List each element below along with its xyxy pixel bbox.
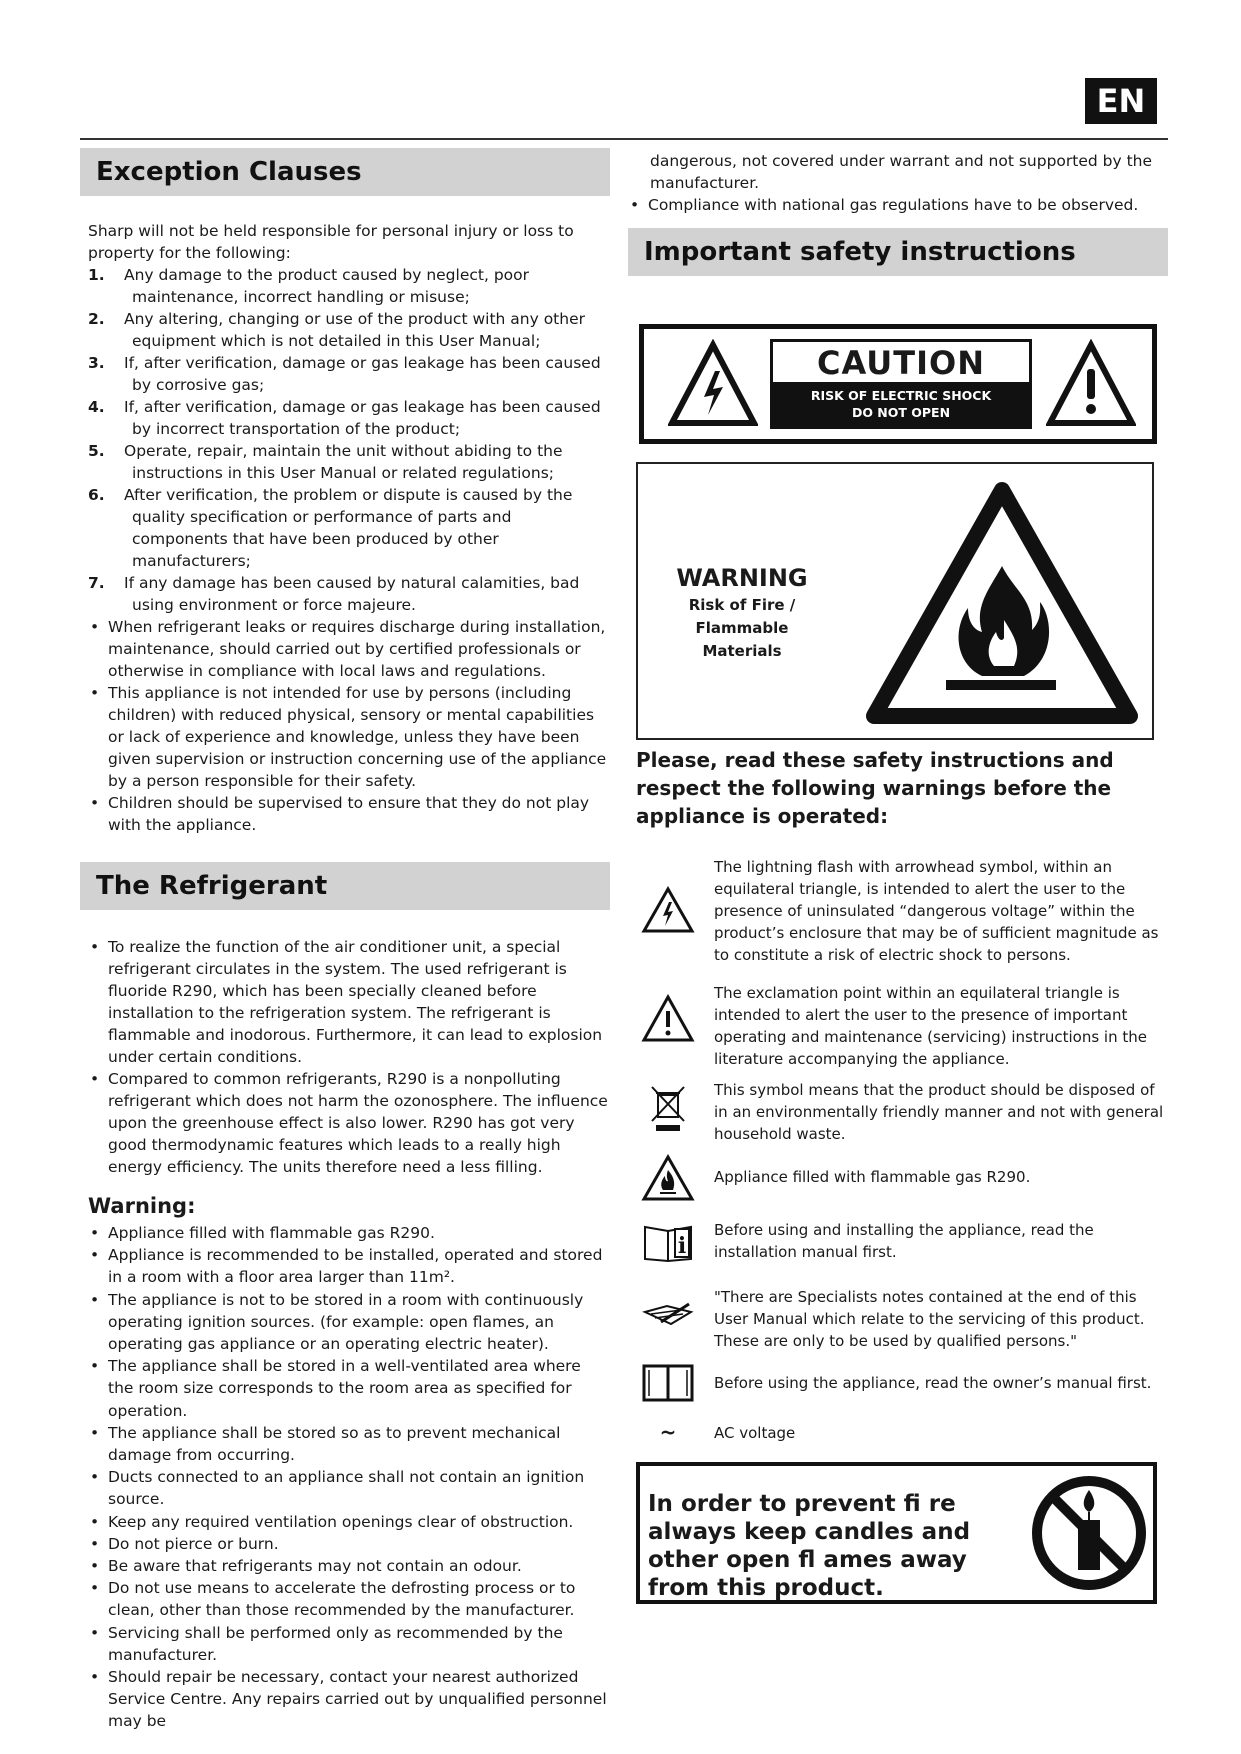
list-item	[88, 352, 610, 396]
list-item	[88, 1355, 610, 1422]
caution-panel	[770, 339, 1032, 429]
list-item-text: • Compliance with national gas regulations have to be observed.	[648, 196, 1139, 214]
symbol-description: "There are Specialists notes contained at the end of this User Manual which relate to the servicing of this product. These are only to be used by qualified persons."	[714, 1288, 1145, 1350]
list-item	[88, 484, 610, 572]
list-item-text: • Keep any required ventilation openings clear of obstruction.	[108, 1512, 574, 1531]
symbol-description: Before using the appliance, read the owner’s manual first.	[714, 1374, 1152, 1392]
list-item-number: 7.	[88, 574, 105, 592]
list-item-number: 4.	[88, 398, 105, 416]
caution-line-2: DO NOT OPEN	[851, 405, 951, 420]
list-item	[88, 396, 610, 440]
list-item-text: If, after verification, damage or gas leakage has been caused by corrosive gas;	[124, 354, 601, 394]
list-item-text: • This appliance is not intended for use by persons (including children) with reduced physical, sensory or mental capabilities or lack of experience and knowledge, unless they have been given supervision or instruction concerning use of the appliance by a person responsible for their safety.	[108, 684, 607, 790]
list-item-text: • Compared to common refrigerants, R290 is a nonpolluting refrigerant which does not harm the ozonosphere. The influence upon the greenhouse effect is also lower. R290 has got very good thermodynamic features which leads to a really high energy efficiency. The units therefore need a less filling.	[108, 1070, 608, 1176]
list-item-text: • The appliance is not to be stored in a room with continuously operating ignition sources. (for example: open flames, an operating gas appliance or an operating electric heater).	[108, 1290, 584, 1354]
list-item	[88, 440, 610, 484]
list-item-text: • When refrigerant leaks or requires discharge during installation, maintenance, should carried out by certified professionals or otherwise in compliance with local laws and regulations.	[108, 618, 606, 680]
exception-bullet-list	[80, 616, 610, 836]
symbol-description: Before using and installing the appliance, read the installation manual first.	[714, 1221, 1094, 1261]
list-item-text: • Should repair be necessary, contact your nearest authorized Service Centre. Any repairs carried out by unqualified personnel may be	[108, 1668, 607, 1731]
list-item-number: 2.	[88, 310, 105, 328]
right-column-top	[628, 150, 1168, 276]
warning-bullet-list	[80, 1222, 610, 1733]
left-column	[80, 148, 610, 1733]
list-item-text: • The appliance shall be stored in a well-ventilated area where the room size corresponds to the room area as specified for operation.	[108, 1357, 581, 1420]
svg-text:i: i	[677, 1233, 687, 1259]
language-badge: EN	[1085, 78, 1157, 124]
list-item	[88, 1577, 610, 1621]
list-item	[88, 1289, 610, 1356]
header-rule	[80, 138, 1168, 140]
symbol-description: AC voltage	[714, 1424, 796, 1442]
lightning-triangle-icon	[668, 339, 758, 429]
list-item	[88, 1511, 610, 1533]
list-item	[88, 1222, 610, 1244]
crossed-bin-icon	[640, 1083, 696, 1139]
list-item	[88, 682, 610, 792]
flame-triangle-icon	[864, 480, 1140, 728]
flame-triangle-icon	[640, 1154, 696, 1206]
caution-word: CAUTION	[817, 344, 985, 382]
list-item-text: Operate, repair, maintain the unit without abiding to the instructions in this User Manual or related regulations;	[124, 442, 563, 482]
open-book-icon	[640, 1362, 696, 1408]
list-item-text: After verification, the problem or dispute is caused by the quality specification or performance of parts and components that have been produced by other manufacturers;	[124, 486, 573, 570]
list-item-text: • Children should be supervised to ensure that they do not play with the appliance.	[108, 794, 590, 834]
list-item	[88, 1068, 610, 1178]
list-item-number: 3.	[88, 354, 105, 372]
list-item-text: Any altering, changing or use of the product with any other equipment which is not detailed in this User Manual;	[124, 310, 585, 350]
continuation-text: dangerous, not covered under warrant and not supported by the manufacturer.	[650, 152, 1153, 192]
list-item	[88, 1622, 610, 1666]
exception-numbered-list	[80, 264, 610, 616]
list-item	[88, 308, 610, 352]
symbol-description: This symbol means that the product should be disposed of in an environmentally friendly manner and not with general household waste.	[714, 1081, 1164, 1143]
list-item	[628, 194, 1168, 216]
list-item-text: • Servicing shall be performed only as recommended by the manufacturer.	[108, 1623, 563, 1664]
caution-line-1: RISK OF ELECTRIC SHOCK	[810, 388, 992, 403]
exclamation-triangle-icon	[1046, 339, 1136, 429]
list-item-text: • Be aware that refrigerants may not contain an odour.	[108, 1557, 522, 1576]
list-item-number: 6.	[88, 486, 105, 504]
candle-warning-text: In order to prevent fi re always keep candles and other open fl ames away from this product.	[648, 1491, 971, 1601]
no-candle-icon	[1030, 1474, 1148, 1592]
gas-regulation-list	[620, 194, 1168, 216]
read-instructions-notice: Please, read these safety instructions and respect the following warnings before the appliance is operated:	[636, 748, 1114, 828]
caution-label	[639, 324, 1157, 444]
candle-warning-box	[636, 1462, 1157, 1604]
symbol-description: The exclamation point within an equilateral triangle is intended to alert the user to the presence of important operating and maintenance (servicing) instructions in the literature accompanying the appliance.	[714, 984, 1147, 1068]
list-item	[88, 792, 610, 836]
refrigerant-heading: The Refrigerant	[80, 862, 610, 910]
list-item	[88, 1666, 610, 1733]
list-item-number: 5.	[88, 442, 105, 460]
warning-word: WARNING	[676, 564, 808, 592]
warning-text	[652, 564, 832, 663]
list-item	[88, 264, 610, 308]
ac-voltage-icon: ~	[659, 1420, 677, 1444]
info-manual-icon	[640, 1221, 696, 1267]
refrigerant-bullet-list	[80, 936, 610, 1178]
list-item-text: • Appliance filled with flammable gas R290.	[108, 1224, 435, 1242]
list-item	[88, 936, 610, 1068]
list-item-text: • Appliance is recommended to be installed, operated and stored in a room with a floor area larger than 11m².	[108, 1246, 603, 1287]
list-item-text: • Ducts connected to an appliance shall not contain an ignition source.	[108, 1468, 585, 1509]
list-item	[88, 616, 610, 682]
list-item-text: If, after verification, damage or gas leakage has been caused by incorrect transportation of the product;	[124, 398, 601, 438]
list-item-number: 1.	[88, 266, 105, 284]
list-item	[88, 1466, 610, 1510]
service-manual-icon	[640, 1300, 696, 1334]
list-item	[88, 1555, 610, 1577]
safety-instructions-heading: Important safety instructions	[628, 228, 1168, 276]
list-item-text: • Do not pierce or burn.	[108, 1534, 279, 1553]
list-item-text: Any damage to the product caused by neglect, poor maintenance, incorrect handling or misuse;	[124, 266, 529, 306]
fire-warning-label	[636, 462, 1154, 740]
list-item-text: • Do not use means to accelerate the defrosting process or to clean, other than those recommended by the manufacturer.	[108, 1579, 576, 1620]
list-item-text: • To realize the function of the air conditioner unit, a special refrigerant circulates in the system. The used refrigerant is fluoride R290, which has been specially cleaned before installation to the refrigeration system. The refrigerant is flammable and inodorous. Furthermore, it can lead to explosion under certain conditions.	[108, 938, 603, 1066]
exclamation-triangle-icon	[640, 994, 696, 1048]
list-item	[88, 1244, 610, 1288]
symbol-description: Appliance filled with flammable gas R290.	[714, 1168, 1031, 1186]
list-item	[88, 1422, 610, 1466]
lightning-triangle-icon	[640, 886, 696, 938]
list-item-text: If any damage has been caused by natural calamities, bad using environment or force majeure.	[124, 574, 580, 614]
symbol-description: The lightning flash with arrowhead symbol, within an equilateral triangle, is intended to alert the user to the presence of uninsulated “dangerous voltage” within the product’s enclosure that may be of sufficient magnitude as to constitute a risk of electric shock to persons.	[714, 858, 1159, 964]
list-item-text: • The appliance shall be stored so as to prevent mechanical damage from occurring.	[108, 1423, 561, 1465]
caution-subtitle	[773, 382, 1029, 426]
exception-clauses-heading: Exception Clauses	[80, 148, 610, 196]
warning-line-1: Risk of Fire / Flammable	[688, 596, 796, 637]
warning-line-2: Materials	[702, 642, 782, 660]
list-item	[88, 572, 610, 616]
warning-subheading: Warning:	[88, 1194, 196, 1218]
list-item	[88, 1533, 610, 1555]
exception-intro: Sharp will not be held responsible for personal injury or loss to property for the following:	[88, 222, 574, 262]
